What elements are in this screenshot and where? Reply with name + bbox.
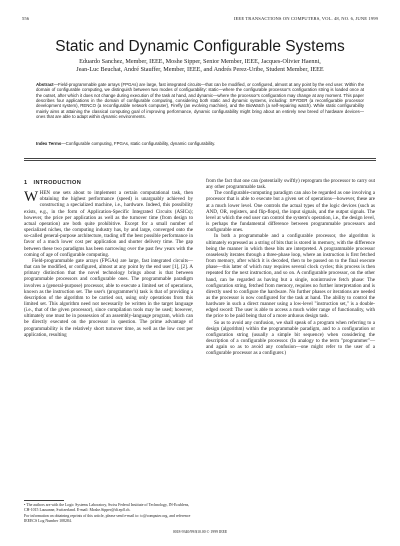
abstract-label: Abstract [36, 82, 54, 87]
index-terms-label: Index Terms [36, 141, 62, 146]
paragraph [24, 190, 193, 258]
journal-running-title: IEEE TRANSACTIONS ON COMPUTERS, VOL. 48, NO. 6, JUNE 1999 [233, 16, 378, 21]
paper-title: Static and Dynamic Configurable Systems [55, 38, 345, 55]
paragraph: In both a programmable and a configurable processor, the algorithm is ultimately expressed as a string of bits that is stored in memory, with the difference being the manner in which these bits are interpreted. A programmable processor ceaselessly iterates through a three-phase loop, where an instruction is first fetched from memory, after which it is decoded, then to be passed on to the final execute phase—this latter of which may requires several clock cycles; this process is then repeated for the next instruction, and so on. A configurable processor, on the other hand, can be regarded as having but a single, nonintrusive fetch phase: The configuration string, fetched from memory, requires no further interpretation and is directly used to configure the hardware. No further phases or iterations are needed as the processor is now configured for the task at hand. The ability to control the hardware in such a direct manner using a low-level "instruction set," is a double-edged sword: The user is able to access a much wider range of functionality, with the price to be paid being that of a more arduous design task. [206, 233, 375, 320]
paragraph: Field-programmable gate arrays (FPGAs) are large, fast integrated circuits—that can be modified, or configured, almost at any point by the end user [1], [2]. A primary distinction that the novel technology brings about is that between programmable processors and configurable ones. The programmable paradigm involves a (general-purpose) processor, able to execute a limited set of operations, known as the instruction set. The user's (programmer's) task is that of providing a description of the algorithm to be carried out, using only operations from this limited set. This algorithm need not necessarily be written in the target language (i.e., that of the given processor), since compilation tools may be used; however, ultimately one must be in possession of an assembly-language program, which can be directly executed on the processor in question. The prime advantage of programmability is the relatively short turnover time, as well as the low cost per application, resulting [24, 257, 193, 338]
copyright-code: 0018-9340/99/$10.00 © 1999 IEEE [172, 530, 228, 534]
dropcap-letter: W [24, 189, 39, 206]
author-line: Jean-Luc Beuchat, André Stauffer, Member, IEEE, and Andrés Perez-Uribe, Student Member, IEEE [76, 66, 324, 73]
author-list [30, 58, 370, 74]
footnote: For information on obtaining reprints of this article, please send e-mail to: tc@computer.org, and reference IEEECS Log Number 108284. [24, 513, 191, 523]
abstract [36, 82, 364, 119]
running-header [22, 16, 378, 24]
section-number: 1 [24, 180, 28, 186]
index-terms [36, 141, 364, 146]
paragraph: from the fact that one can (potentially swiftly) reprogram the processor to carry out any other programmable task. [206, 178, 375, 191]
index-terms-text: —Configurable computing, FPGAs, static configurability, dynamic configurability. [61, 141, 216, 146]
paragraph-text: HEN one sets about to implement a certain computational task, then obtaining the highest performance (speed) is unarguably achieved by constructing a specialized machine, i.e., hardware. Indeed, this possibility exists, e.g., in the form of Application-Specific Integrated Circuits (ASICs); however, the price per application as well as the turnover time (from design to actual operation) are both quite prohibitive. Except for a small number of specialized niches, the computing industry has, by and large, converged onto the so-called general-purpose architecture, trading off the best possible performance in favor of a much lower cost per application and shorter delivery time. The gap between these two paradigms has been narrowing over the past few years with the coming of age of configurable computing. [24, 190, 193, 258]
left-column [24, 178, 193, 338]
divider-rule [24, 160, 376, 161]
paragraph: So as to avoid any confusion, we shall speak of a program when referring to a design (algorithm) within the programmable paradigm, and to a configuration or configuration string (usually a simple bit sequence) when considering the description of a configurable processor. (In analogy to the term "programmer"—and again so as to avoid any confusion—one might refer to the user of a configurable processor as a configurer.) [206, 319, 375, 357]
paragraph: The configurable-computing paradigm can also be regarded as one involving a processor that is able to execute but a given set of operations—however, these are at a much lower level. One controls the actual types of the logic devices (such as AND, OR, registers, and flip-flops), the input signals, and the output signals. The level at which the end user can control the system's operation, i.e., the design level, is perhaps the fundamental difference between programmable processors and configurable ones. [206, 190, 375, 234]
divider-rule [24, 158, 376, 159]
right-column [206, 178, 375, 357]
section-heading [24, 180, 193, 186]
author-line: Eduardo Sanchez, Member, IEEE, Moshe Sipper, Senior Member, IEEE, Jacques-Olivier Haenni, [79, 58, 321, 65]
section-title: INTRODUCTION [33, 180, 82, 186]
footnote: • The authors are with the Logic Systems Laboratory, Swiss Federal Institute of Technology, IN-Ecublens, CH-1015 Lausanne, Switzerland. E-mail: Moshe.Sipper@di.epfl.ch. [24, 503, 190, 512]
footnote-rule [24, 500, 64, 501]
abstract-text: —Field-programmable gate arrays (FPGAs) are large, fast integrated circuits—that can be modified, or configured, almost at any point by the end user. Within the domain of configurable computing, we distinguish between two modes of configurability: static—where the configurable processor's configuration string is loaded once at the outset, after which it does not change during execution of the task at hand, and dynamic—where the processor's configuration may change at any moment. This paper describes four applications in the domain of configurable computing, considering both static and dynamic systems, including: SPYDER (a reconfigurable processor development system), RENCO (a reconfigurable network computer), Firefly (an evolving machine), and the BioWatch (a self-repairing watch). While static configurability mainly aims at attaining the classical computing goal of improving performance, dynamic configurability might bring about an entirely new breed of hardware devices—ones that are able to adapt within dynamic environments. [36, 82, 364, 120]
page-number: 556 [22, 16, 30, 21]
footnotes [24, 503, 193, 525]
